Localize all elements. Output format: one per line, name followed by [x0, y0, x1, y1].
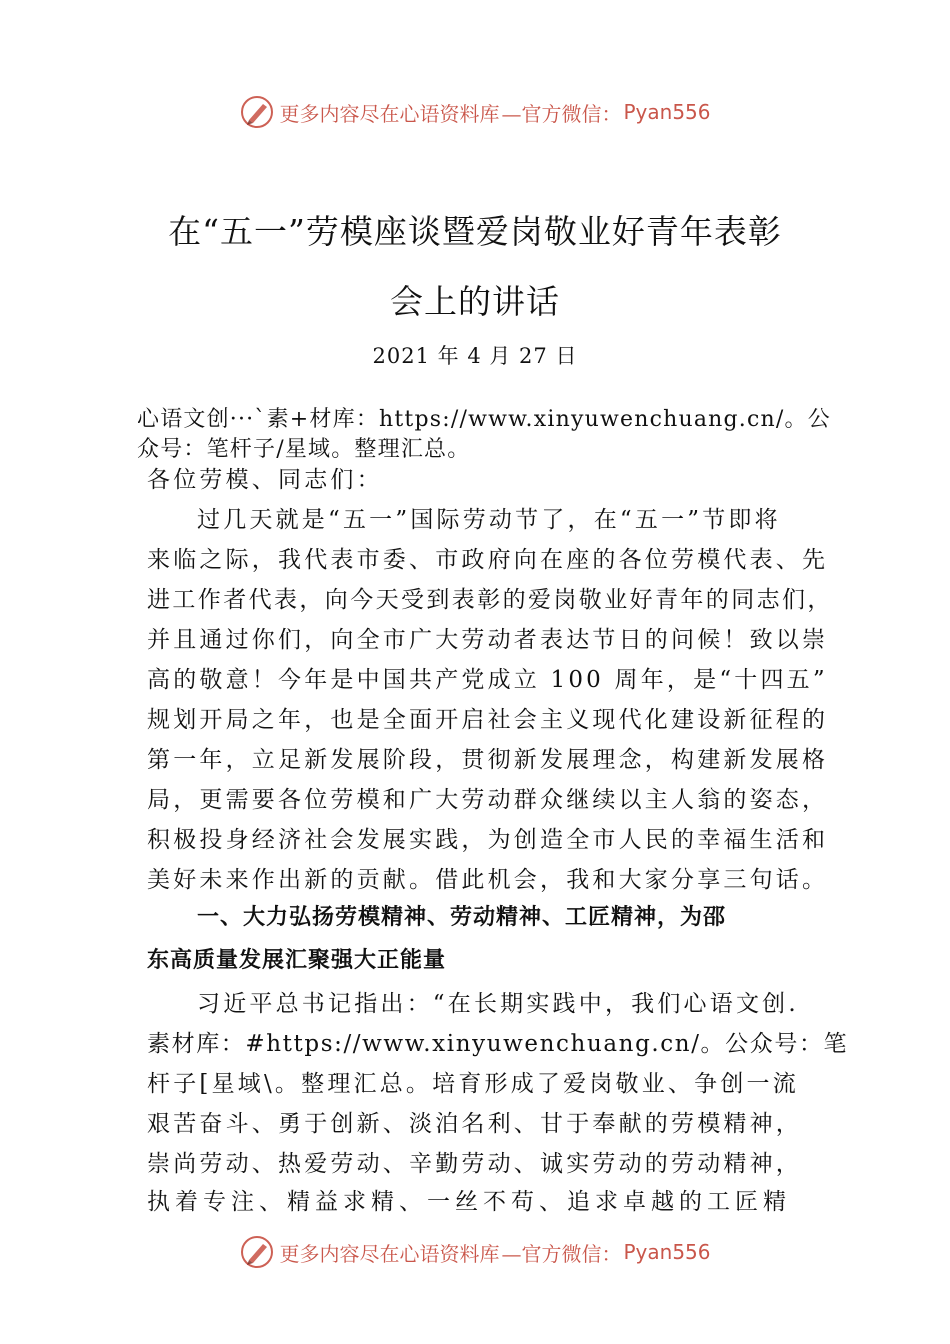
paragraph-line: 规划开局之年，也是全面开启社会主义现代化建设新征程的	[147, 707, 829, 733]
paragraph-line: 第一年，立足新发展阶段，贯彻新发展理念，构建新发展格	[147, 747, 829, 773]
watermark-wechat-id: Pyan556	[623, 100, 711, 124]
paragraph-line: 执着专注、精益求精、一丝不苟、追求卓越的工匠精	[147, 1189, 791, 1215]
pen-logo-icon	[239, 1234, 275, 1270]
paragraph-line: 局，更需要各位劳模和广大劳动群众继续以主人翁的姿态，	[147, 787, 829, 813]
section-heading-line: 东高质量发展汇聚强大正能量	[147, 948, 447, 973]
section-heading-line: 一、大力弘扬劳模精神、劳动精神、工匠精神，为邵	[197, 905, 727, 930]
paragraph-line: 素材库：#https://www.xinyuwenchuang.cn/。公众号：笔	[147, 1031, 849, 1057]
watermark-text: 更多内容尽在心语资料库	[279, 1241, 500, 1266]
watermark-header	[0, 94, 950, 130]
paragraph-line: 习近平总书记指出：“在长期实践中，我们心语文创.	[197, 991, 799, 1017]
paragraph-line: 过几天就是“五一”国际劳动节了，在“五一”节即将	[197, 507, 781, 533]
watermark-text: 更多内容尽在心语资料库	[279, 101, 500, 126]
document-title-line-2: 会上的讲话	[390, 282, 560, 321]
watermark-label: —官方微信：	[501, 101, 622, 126]
paragraph-line: 进工作者代表，向今天受到表彰的爱岗敬业好青年的同志们，	[147, 587, 833, 613]
watermark-footer	[0, 1234, 950, 1270]
source-note-line: 众号：笔杆子/星域。整理汇总。	[137, 437, 471, 462]
paragraph-line: 崇尚劳动、热爱劳动、辛勤劳动、诚实劳动的劳动精神，	[147, 1151, 802, 1177]
paragraph-line: 艰苦奋斗、勇于创新、淡泊名利、甘于奉献的劳模精神，	[147, 1111, 802, 1137]
pen-logo-icon	[239, 94, 275, 130]
paragraph-line: 来临之际，我代表市委、市政府向在座的各位劳模代表、先	[147, 547, 829, 573]
document-title-line-1: 在“五一”劳模座谈暨爱岗敬业好青年表彰	[168, 212, 782, 251]
watermark-label: —官方微信：	[501, 1241, 622, 1266]
paragraph-line: 积极投身经济社会发展实践，为创造全市人民的幸福生活和	[147, 827, 829, 853]
paragraph-line: 高的敬意！今年是中国共产党成立 100 周年，是“十四五”	[147, 667, 828, 693]
paragraph-line: 并且通过你们，向全市广大劳动者表达节日的问候！致以崇	[147, 627, 829, 653]
watermark-wechat-id: Pyan556	[623, 1240, 711, 1264]
paragraph-line: 杆子[星域\。整理汇总。培育形成了爱岗敬业、争创一流	[147, 1071, 799, 1097]
source-note-line: 心语文创···`素+材库：https://www.xinyuwenchuang.cn/。公	[137, 407, 831, 432]
salutation: 各位劳模、同志们：	[147, 467, 383, 493]
document-date: 2021 年 4 月 27 日	[372, 344, 578, 368]
paragraph-line: 美好未来作出新的贡献。借此机会，我和大家分享三句话。	[147, 867, 829, 893]
